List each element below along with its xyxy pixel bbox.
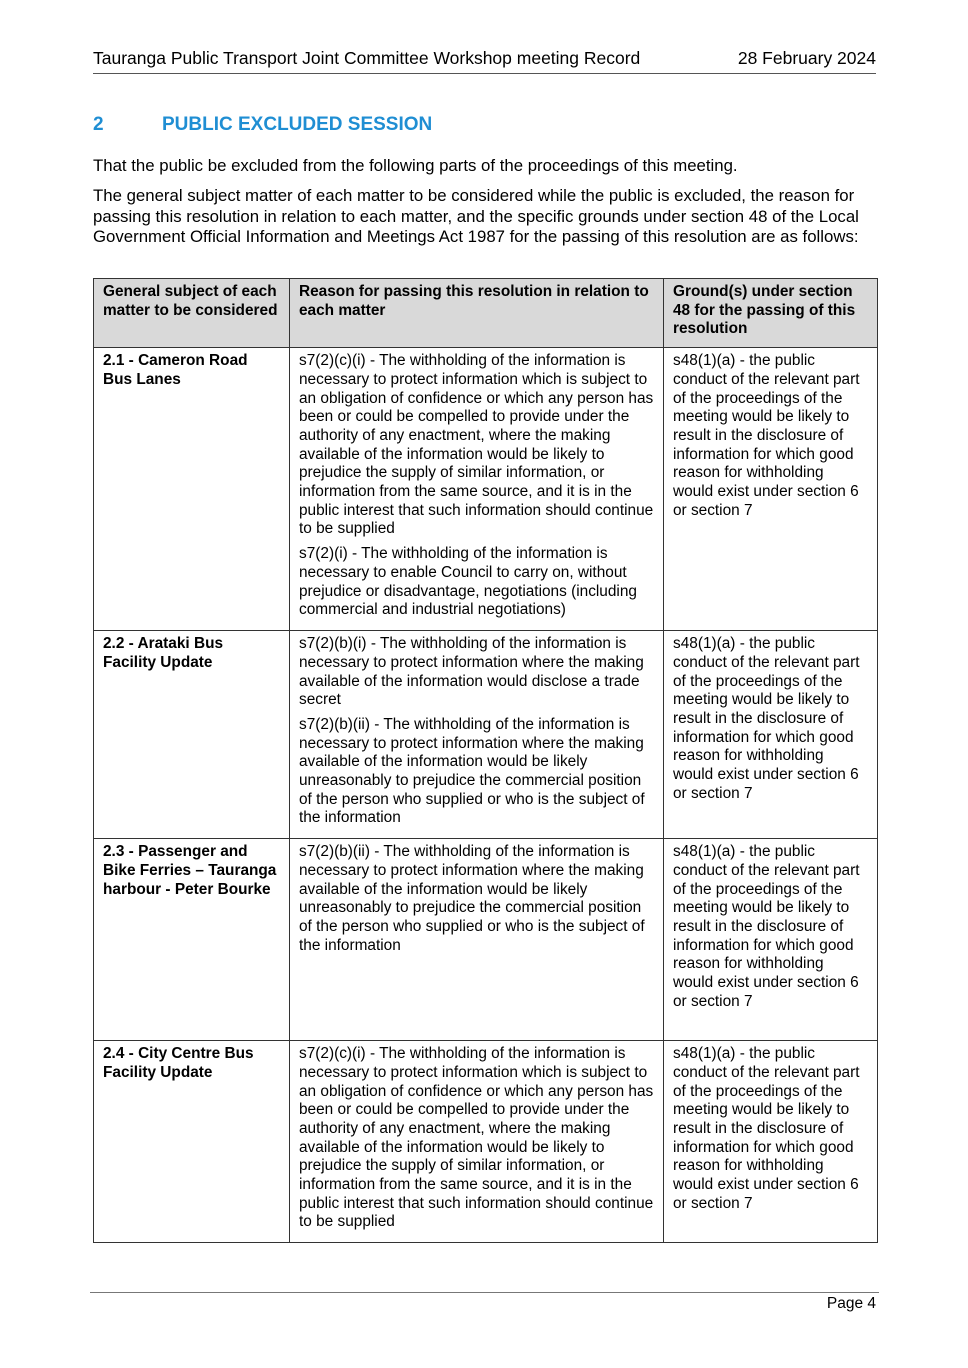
row-ground: s48(1)(a) - the public conduct of the relevant part of the proceedings of the meeting would be likely to result in the disclosure of information for which good reason for withholding would exist under section 6 or section 7 [664, 1041, 878, 1243]
column-header-subject: General subject of each matter to be considered [94, 279, 290, 348]
section-title: PUBLIC EXCLUDED SESSION [162, 114, 433, 135]
row-ground: s48(1)(a) - the public conduct of the relevant part of the proceedings of the meeting would be likely to result in the disclosure of information for which good reason for withholding would exist under section 6 or section 7 [664, 631, 878, 839]
reason-text: s7(2)(c)(i) - The withholding of the information is necessary to protect information which is subject to an obligation of confidence or which any person has been or could be compelled to provide under the authority of any enactment, where the making available of the information would be likely to prejudice the supply of similar information, or information from the same source, and it is in the public interest that such information should continue to be supplied [299, 1045, 654, 1231]
footer-divider [90, 1292, 879, 1293]
table-row [94, 839, 878, 1041]
page-header [93, 48, 876, 74]
table-row [94, 631, 878, 839]
meeting-date: 28 February 2024 [737, 48, 876, 68]
page-number: Page 4 [826, 1295, 876, 1312]
reason-text: s7(2)(b)(ii) - The withholding of the information is necessary to protect information where the making available of the information would be likely unreasonably to prejudice the commercial position of the person who supplied or who is the subject of the information [299, 843, 645, 954]
row-subject: 2.4 - City Centre Bus Facility Update [94, 1041, 290, 1243]
document-title: Tauranga Public Transport Joint Committee Workshop meeting Record [93, 48, 641, 68]
row-reason [290, 839, 664, 1041]
paragraph-exclusion: That the public be excluded from the following parts of the proceedings of this meeting. [93, 156, 738, 175]
row-subject: 2.2 - Arataki Bus Facility Update [94, 631, 290, 839]
column-header-ground: Ground(s) under section 48 for the passing of this resolution [664, 279, 878, 348]
reason-text: s7(2)(b)(i) - The withholding of the information is necessary to protect information where the making available of the information would disclose a trade secret [299, 635, 644, 709]
table-row [94, 1041, 878, 1243]
row-subject: 2.1 - Cameron Road Bus Lanes [94, 348, 290, 631]
row-subject: 2.3 - Passenger and Bike Ferries – Tauranga harbour - Peter Bourke [94, 839, 290, 1041]
table-header-row [94, 279, 878, 348]
row-ground: s48(1)(a) - the public conduct of the relevant part of the proceedings of the meeting would be likely to result in the disclosure of information for which good reason for withholding would exist under section 6 or section 7 [664, 839, 878, 1041]
column-header-reason: Reason for passing this resolution in relation to each matter [290, 279, 664, 348]
reason-text: s7(2)(i) - The withholding of the information is necessary to enable Council to carry on, without prejudice or disadvantage, negotiations (including commercial and industrial negotiations) [299, 545, 637, 619]
paragraph-general-subject: The general subject matter of each matter to be considered while the public is excluded, the reason for passing this resolution in relation to each matter, and the specific grounds under section 48 of the Local Government Official Information and Meetings Act 1987 for the passing of this resolution are as follows: [93, 186, 859, 246]
section-number: 2 [93, 114, 104, 135]
excluded-matters-table [93, 278, 878, 1243]
reason-text: s7(2)(b)(ii) - The withholding of the information is necessary to protect information where the making available of the information would be likely unreasonably to prejudice the commercial position of the person who supplied or who is the subject of the information [299, 715, 645, 827]
row-reason [290, 1041, 664, 1243]
row-reason [290, 631, 664, 839]
row-ground: s48(1)(a) - the public conduct of the relevant part of the proceedings of the meeting would be likely to result in the disclosure of information for which good reason for withholding would exist under section 6 or section 7 [664, 348, 878, 631]
table-row [94, 348, 878, 631]
row-reason [290, 348, 664, 631]
reason-text: s7(2)(c)(i) - The withholding of the information is necessary to protect information which is subject to an obligation of confidence or which any person has been or could be compelled to provide under the authority of any enactment, where the making available of the information would be likely to prejudice the supply of similar information, or information from the same source, and it is in the public interest that such information should continue to be supplied [299, 352, 654, 538]
section-heading [93, 114, 432, 136]
